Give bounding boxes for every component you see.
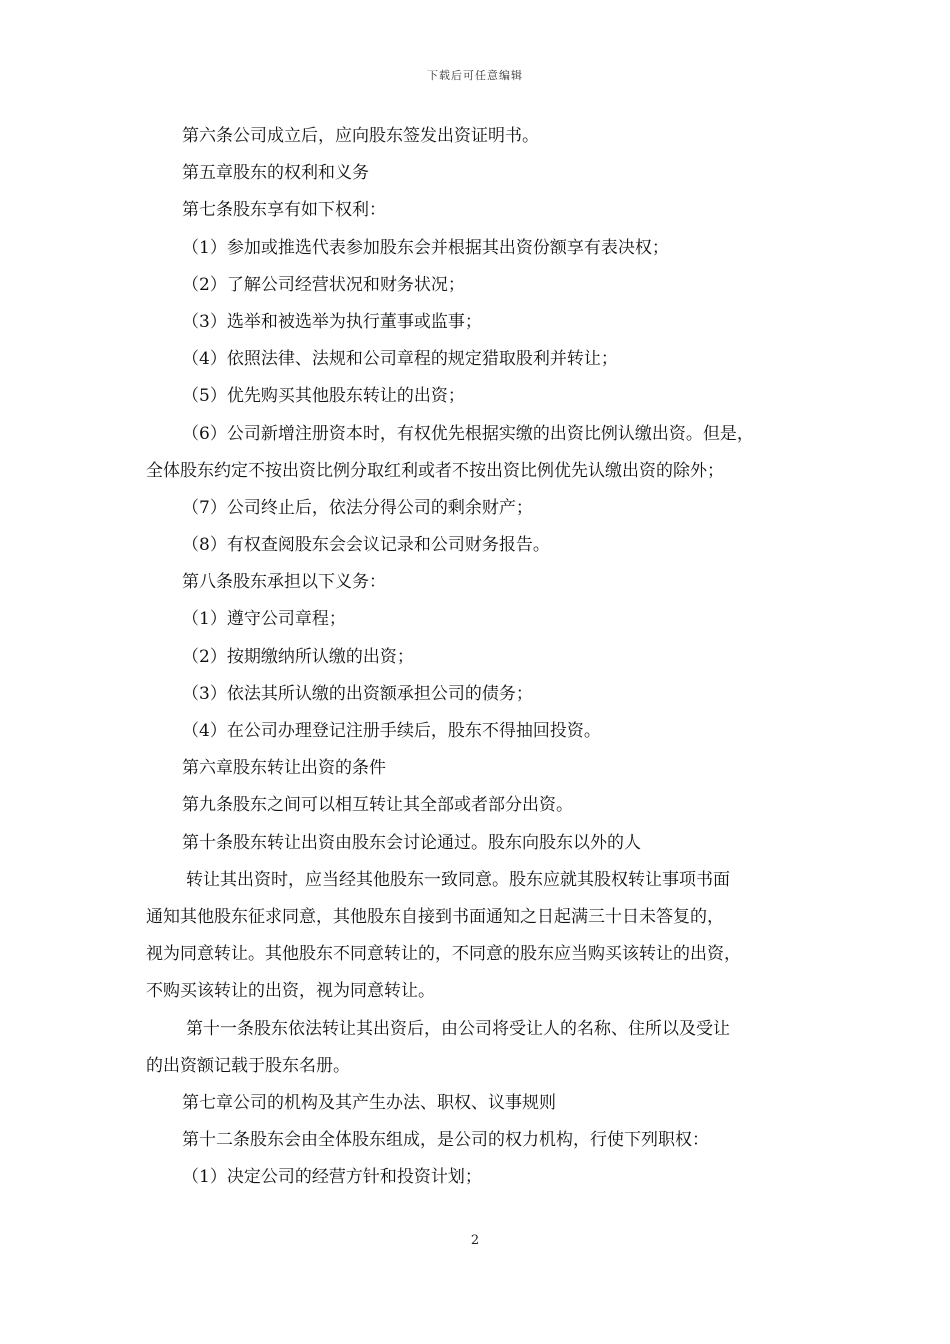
paragraph-line: 全体股东约定不按出资比例分取红利或者不按出资比例优先认缴出资的除外； bbox=[146, 460, 724, 481]
paragraph-line: 第六条公司成立后，应向股东签发出资证明书。 bbox=[182, 126, 539, 146]
paragraph-line: 第八条股东承担以下义务： bbox=[182, 572, 386, 593]
list-item: （4）在公司办理登记注册手续后，股东不得抽回投资。 bbox=[182, 721, 601, 741]
paragraph-line: 的出资额记载于股东名册。 bbox=[146, 1055, 350, 1076]
list-item: （3）依法其所认缴的出资额承担公司的债务； bbox=[182, 683, 533, 704]
paragraph-line: 第十一条股东依法转让其出资后，由公司将受让人的名称、住所以及受让 bbox=[186, 1018, 730, 1039]
paragraph-line: 第七条股东享有如下权利： bbox=[182, 200, 386, 221]
list-item: （8）有权查阅股东会会议记录和公司财务报告。 bbox=[182, 535, 550, 556]
paragraph-line: 第十二条股东会由全体股东组成，是公司的权力机构，行使下列职权： bbox=[182, 1130, 709, 1151]
list-item: （6）公司新增注册资本时，有权优先根据实缴的出资比例认缴出资。但是， bbox=[182, 423, 754, 444]
chapter-heading: 第五章股东的权利和义务 bbox=[182, 163, 369, 184]
list-item: （5）优先购买其他股东转让的出资； bbox=[182, 386, 465, 407]
chapter-heading: 第六章股东转让出资的条件 bbox=[182, 758, 386, 779]
paragraph-line: 第十条股东转让出资由股东会讨论通过。股东向股东以外的人 bbox=[182, 832, 641, 853]
paragraph-line: 转让其出资时，应当经其他股东一致同意。股东应就其股权转让事项书面 bbox=[186, 869, 730, 890]
list-item: （1）遵守公司章程； bbox=[182, 609, 346, 630]
list-item: （3）选举和被选举为执行董事或监事； bbox=[182, 311, 482, 332]
list-item: （1）决定公司的经营方针和投资计划； bbox=[182, 1167, 482, 1188]
paragraph-line: 不购买该转让的出资，视为同意转让。 bbox=[146, 981, 435, 1002]
header-note: 下载后可任意编辑 bbox=[427, 69, 523, 82]
chapter-heading: 第七章公司的机构及其产生办法、职权、议事规则 bbox=[182, 1092, 556, 1113]
document-body bbox=[146, 118, 806, 1196]
list-item: （2）按期缴纳所认缴的出资； bbox=[182, 646, 414, 667]
list-item: （1）参加或推选代表参加股东会并根据其出资份额享有表决权； bbox=[182, 237, 669, 258]
paragraph-line: 第九条股东之间可以相互转让其全部或者部分出资。 bbox=[182, 795, 573, 816]
list-item: （4）依照法律、法规和公司章程的规定猎取股利并转让； bbox=[182, 349, 618, 370]
paragraph-line: 视为同意转让。其他股东不同意转让的，不同意的股东应当购买该转让的出资， bbox=[146, 944, 741, 965]
page-number: 2 bbox=[470, 1233, 480, 1248]
list-item: （2）了解公司经营状况和财务状况； bbox=[182, 274, 465, 295]
paragraph-line: 通知其他股东征求同意，其他股东自接到书面通知之日起满三十日未答复的， bbox=[146, 906, 724, 927]
list-item: （7）公司终止后，依法分得公司的剩余财产； bbox=[182, 497, 533, 518]
